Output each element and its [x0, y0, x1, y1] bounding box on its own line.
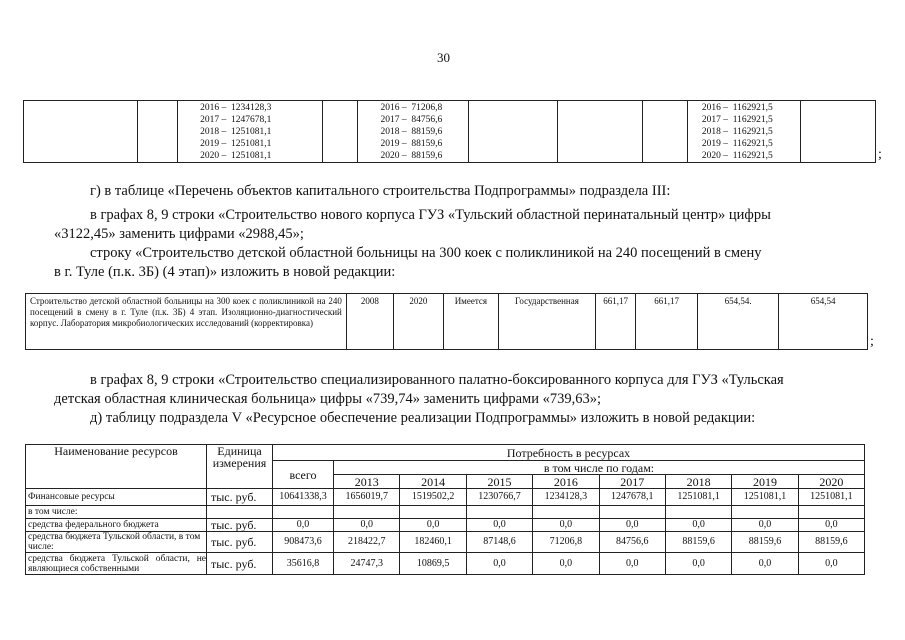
table-row	[26, 506, 865, 519]
end-mark: ;	[878, 147, 882, 162]
resource-total: 35616,8	[273, 553, 334, 575]
resource-year-value: 1251081,1	[798, 489, 864, 506]
paragraph-d: д) таблицу подраздела V «Ресурсное обеспечение реализации Подпрограммы» изложить в новой редакции:	[90, 410, 756, 426]
year-header: 2013	[334, 475, 400, 489]
cell-value: 661,17	[636, 294, 698, 350]
resource-year-value: 0,0	[798, 519, 864, 532]
object-name: Строительство детской областной больницы на 300 коек с поликлиникой на 240 посещений в смену в г. Туле (п.к. 3Б) 4 этап. Изоляционно-диагностический корпус. Лаборатория микробиологических исследований (корректировка)	[26, 294, 347, 350]
resource-year-value	[400, 506, 466, 519]
cell-value: 661,17	[595, 294, 635, 350]
top-continuation-table	[23, 100, 876, 163]
resource-year-value: 1251081,1	[732, 489, 798, 506]
year-header: 2017	[599, 475, 665, 489]
resource-year-value: 1230766,7	[466, 489, 532, 506]
year-header: 2014	[400, 475, 466, 489]
resource-table	[25, 444, 865, 575]
paragraph-line: в графах 8, 9 строки «Строительство нового корпуса ГУЗ «Тульский областной перинатальный центр» цифры	[90, 207, 771, 223]
resource-year-value: 1247678,1	[599, 489, 665, 506]
resource-unit: тыс. руб.	[207, 532, 273, 553]
table-row	[26, 553, 865, 575]
table-cell	[468, 101, 557, 163]
resource-year-value: 87148,6	[466, 532, 532, 553]
table-cell	[24, 101, 138, 163]
table-row	[26, 532, 865, 553]
table-cell	[687, 101, 800, 163]
resource-year-value	[798, 506, 864, 519]
object-row-table	[25, 293, 868, 350]
year-header: 2020	[798, 475, 864, 489]
resource-year-value: 0,0	[732, 553, 798, 575]
resource-year-value: 88159,6	[665, 532, 731, 553]
paragraph-g: г) в таблице «Перечень объектов капитального строительства Подпрограммы» подраздела III:	[90, 183, 671, 199]
table-row	[26, 519, 865, 532]
paragraph-line: строку «Строительство детской областной больницы на 300 коек с поликлиникой на 240 посещений в смену	[90, 245, 762, 261]
resource-name: средства федерального бюджета	[26, 519, 207, 532]
resource-year-value: 182460,1	[400, 532, 466, 553]
table-cell	[178, 101, 323, 163]
year-header: 2016	[533, 475, 599, 489]
resource-name: средства бюджета Тульской области, не являющиеся собственными	[26, 553, 207, 575]
cell-documentation: Имеется	[443, 294, 498, 350]
year-header: 2019	[732, 475, 798, 489]
resource-year-value: 88159,6	[798, 532, 864, 553]
resource-year-value: 71206,8	[533, 532, 599, 553]
resource-year-value: 0,0	[334, 519, 400, 532]
page-number: 30	[437, 50, 450, 65]
end-mark: ;	[870, 334, 874, 349]
yearly-values-col8: 2016 – 1162921,5 2017 – 1162921,5 2018 – 1162921,5 2019 – 1162921,5 2020 – 1162921,5	[701, 103, 773, 161]
paragraph-line: детская областная клиническая больница» цифры «739,74» заменить цифрами «739,63»;	[54, 391, 601, 407]
resource-unit: тыс. руб.	[207, 489, 273, 506]
resource-unit	[207, 506, 273, 519]
resource-year-value: 0,0	[466, 519, 532, 532]
year-header: 2015	[466, 475, 532, 489]
resource-year-value: 0,0	[665, 553, 731, 575]
table-cell	[642, 101, 687, 163]
header-years: в том числе по годам:	[334, 461, 865, 475]
resource-year-value: 24747,3	[334, 553, 400, 575]
resource-year-value: 218422,7	[334, 532, 400, 553]
resource-year-value: 0,0	[599, 553, 665, 575]
resource-year-value	[334, 506, 400, 519]
resource-year-value: 10869,5	[400, 553, 466, 575]
resource-year-value: 0,0	[533, 553, 599, 575]
resource-total	[273, 506, 334, 519]
resource-unit: тыс. руб.	[207, 519, 273, 532]
resource-year-value: 1656019,7	[334, 489, 400, 506]
cell-end-year: 2020	[393, 294, 443, 350]
resource-year-value	[533, 506, 599, 519]
resource-year-value: 1251081,1	[665, 489, 731, 506]
resource-year-value: 88159,6	[732, 532, 798, 553]
header-resource-name: Наименование ресурсов	[26, 445, 207, 489]
table-cell	[137, 101, 177, 163]
resource-year-value	[732, 506, 798, 519]
resource-year-value: 0,0	[732, 519, 798, 532]
yearly-values-col2: 2016 – 1234128,3 2017 – 1247678,1 2018 – 1251081,1 2019 – 1251081,1 2020 – 1251081,1	[200, 103, 272, 161]
resource-year-value: 0,0	[400, 519, 466, 532]
header-need: Потребность в ресурсах	[273, 445, 865, 461]
resource-year-value: 1519502,2	[400, 489, 466, 506]
table-row	[26, 489, 865, 506]
paragraph-line: в г. Туле (п.к. 3Б) (4 этап)» изложить в новой редакции:	[54, 264, 396, 280]
resource-year-value: 1234128,3	[533, 489, 599, 506]
resource-year-value: 0,0	[466, 553, 532, 575]
resource-total: 0,0	[273, 519, 334, 532]
cell-value: 654,54	[779, 294, 868, 350]
resource-name: в том числе:	[26, 506, 207, 519]
resource-year-value: 84756,6	[599, 532, 665, 553]
resource-unit: тыс. руб.	[207, 553, 273, 575]
table-cell	[323, 101, 358, 163]
yearly-values-col4: 2016 – 71206,8 2017 – 84756,6 2018 – 88159,6 2019 – 88159,6 2020 – 88159,6	[380, 103, 443, 161]
cell-value: 654,54.	[698, 294, 779, 350]
resource-year-value	[599, 506, 665, 519]
resource-year-value: 0,0	[798, 553, 864, 575]
cell-start-year: 2008	[346, 294, 393, 350]
paragraph-line: «3122,45» заменить цифрами «2988,45»;	[54, 226, 304, 242]
resource-year-value	[665, 506, 731, 519]
table-cell	[358, 101, 469, 163]
resource-name: Финансовые ресурсы	[26, 489, 207, 506]
cell-ownership: Государственная	[498, 294, 595, 350]
header-total: всего	[273, 461, 334, 489]
resource-year-value: 0,0	[665, 519, 731, 532]
resource-name: средства бюджета Тульской области, в том числе:	[26, 532, 207, 553]
resource-total: 10641338,3	[273, 489, 334, 506]
table-cell	[801, 101, 876, 163]
resource-year-value	[466, 506, 532, 519]
resource-year-value: 0,0	[599, 519, 665, 532]
resource-total: 908473,6	[273, 532, 334, 553]
resource-year-value: 0,0	[533, 519, 599, 532]
year-header: 2018	[665, 475, 731, 489]
paragraph-line: в графах 8, 9 строки «Строительство специализированного палатно-боксированного корпуса для ГУЗ «Тульская	[90, 372, 784, 388]
table-cell	[558, 101, 642, 163]
header-unit: Единица измерения	[207, 445, 273, 489]
